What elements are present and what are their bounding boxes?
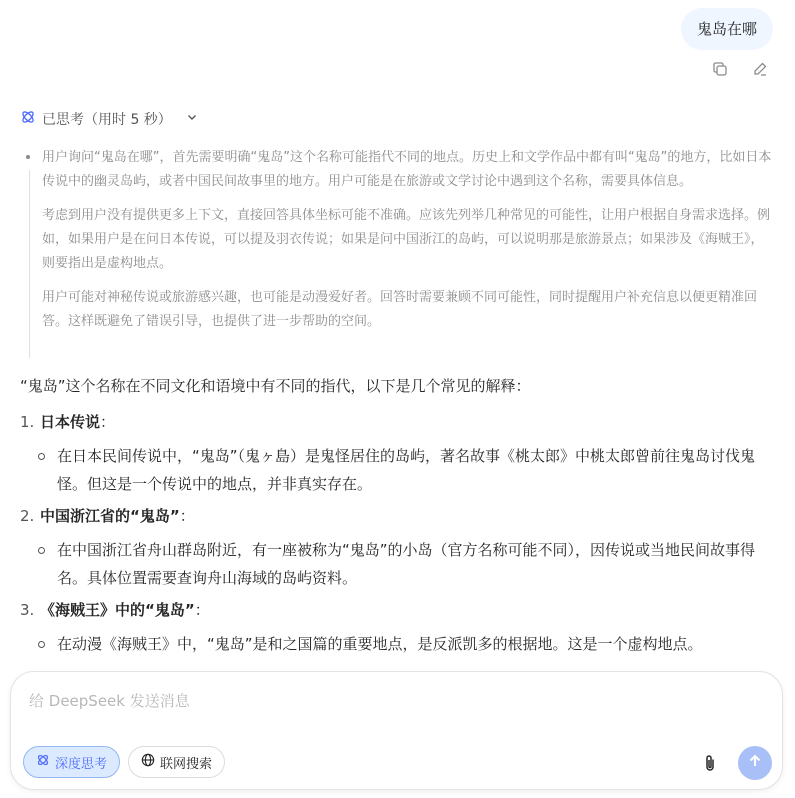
list-item-number: 3.: [20, 601, 35, 619]
deep-think-button[interactable]: [23, 746, 120, 778]
deepthink-icon: [20, 109, 36, 129]
message-actions: [711, 60, 769, 78]
thinking-content: [22, 146, 774, 344]
send-button[interactable]: [738, 746, 772, 780]
list-item-detail-text: 在动漫《海贼王》中，“鬼岛”是和之国篇的重要地点，是反派凯多的根据地。这是一个虚构地点。: [57, 635, 703, 653]
thinking-divider-line: [29, 170, 30, 358]
list-item-detail: [20, 536, 775, 592]
list-item-suffix: ：: [194, 601, 210, 619]
arrow-up-icon: [747, 753, 763, 773]
edit-icon[interactable]: [751, 60, 769, 78]
sub-bullet-icon: [38, 547, 45, 554]
deepthink-icon: [36, 753, 50, 771]
list-item: [20, 408, 775, 436]
list-item-suffix: ：: [100, 413, 116, 431]
globe-icon: [141, 753, 155, 771]
thinking-toggle-label: 已思考（用时 5 秒）: [42, 112, 172, 128]
list-item-suffix: ：: [179, 507, 195, 525]
list-item-title: 日本传说: [40, 413, 101, 431]
list-item-number: 2.: [20, 507, 35, 525]
list-item-number: 1.: [20, 413, 35, 431]
user-message-bubble: [681, 8, 773, 50]
list-item-detail: [20, 442, 775, 498]
answer-intro: “鬼岛”这个名称在不同文化和语境中有不同的指代，以下是几个常见的解释：: [20, 377, 531, 395]
deep-think-label: 深度思考: [55, 756, 108, 772]
paperclip-icon[interactable]: [700, 753, 720, 773]
thinking-toggle[interactable]: [20, 107, 198, 131]
web-search-label: 联网搜索: [160, 756, 213, 772]
list-item: [20, 502, 775, 530]
copy-icon[interactable]: [711, 60, 729, 78]
user-message-text: 鬼岛在哪: [696, 20, 757, 38]
list-item-title: 中国浙江省的“鬼岛”: [40, 507, 180, 525]
thinking-paragraph: 用户可能对神秘传说或旅游感兴趣，也可能是动漫爱好者。回答时需要兼顾不同可能性，同时提醒用户补充信息以便更精准回答。这样既避免了错误引导，也提供了进一步帮助的空间。: [42, 290, 758, 329]
sub-bullet-icon: [38, 453, 45, 460]
list-item-detail-text: 在日本民间传说中，“鬼岛”（鬼ヶ島）是鬼怪居住的岛屿，著名故事《桃太郎》中桃太郎曾前往鬼岛讨伐鬼怪。但这是一个传说中的地点，并非真实存在。: [57, 447, 756, 493]
message-composer: [10, 671, 783, 790]
thinking-bullet: [26, 155, 30, 159]
thinking-paragraph: 考虑到用户没有提供更多上下文，直接回答具体坐标可能不准确。应该先列举几种常见的可能性，让用户根据自身需求选择。例如，如果用户是在问日本传说，可以提及羽衣传说；如果是问中国浙江的岛屿，可以说明那是旅游景点；如果涉及《海贼王》，则要指出是虚构地点。: [42, 208, 771, 271]
message-input[interactable]: [27, 686, 751, 716]
list-item: [20, 596, 775, 624]
web-search-button[interactable]: [128, 746, 225, 778]
list-item-detail: [20, 630, 775, 658]
list-item-title: 《海贼王》中的“鬼岛”: [40, 601, 195, 619]
list-item-detail-text: 在中国浙江省舟山群岛附近，有一座被称为“鬼岛”的小岛（官方名称可能不同），因传说或当地民间故事得名。具体位置需要查询舟山海域的岛屿资料。: [57, 541, 756, 587]
chevron-down-icon: [186, 111, 198, 127]
sub-bullet-icon: [38, 641, 45, 648]
thinking-paragraph: 用户询问“鬼岛在哪”，首先需要明确“鬼岛”这个名称可能指代不同的地点。历史上和文学作品中都有叫“鬼岛”的地方，比如日本传说中的幽灵岛屿，或者中国民间故事里的地方。用户可能是在旅游或文学讨论中遇到这个名称，需要具体信息。: [42, 150, 772, 189]
assistant-answer: [20, 372, 775, 662]
